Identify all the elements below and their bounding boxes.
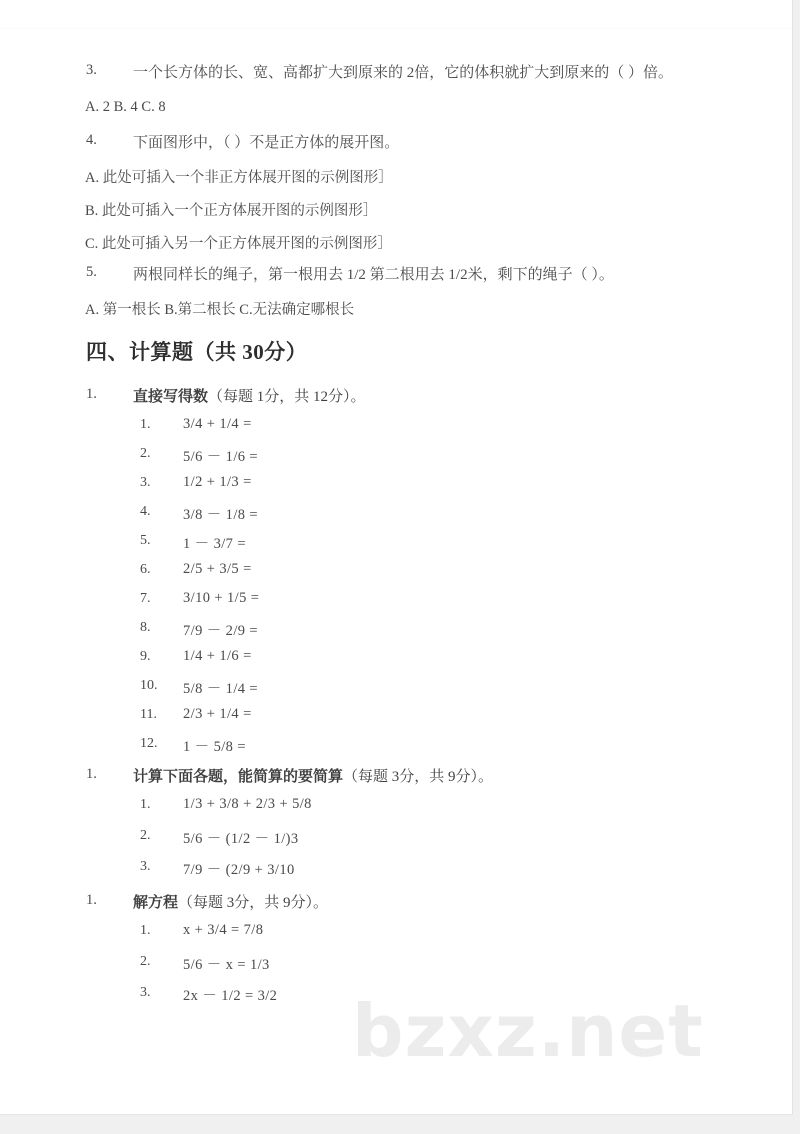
g1-item-expr: 5/6 － 1/6 = (183, 449, 259, 465)
g3-item-number: 3. (140, 985, 151, 1000)
g1-item-number: 11. (140, 707, 157, 722)
g3-item-expr: 2x － 1/2 = 3/2 (183, 988, 278, 1004)
question-3-options: A. 2 B. 4 C. 8 (85, 99, 166, 115)
group-3-prompt (133, 891, 328, 912)
g2-item-number: 1. (140, 797, 151, 812)
g1-item-expr: 7/9 － 2/9 = (183, 623, 259, 639)
g1-item-number: 10. (140, 678, 158, 693)
group-1-prompt-bold: 直接写得数 (133, 389, 209, 405)
g1-item-number: 7. (140, 591, 151, 606)
question-5-options: A. 第一根长 B.第二根长 C.无法确定哪根长 (85, 302, 355, 318)
g1-item-expr: 3/8 － 1/8 = (183, 507, 259, 523)
question-number-5: 5. (86, 264, 97, 280)
g1-item-expr: 1 － 3/7 = (183, 536, 246, 552)
question-text-4: 下面图形中，（ ）不是正方体的展开图。 (133, 135, 400, 151)
question-text-5: 两根同样长的绳子，第一根用去 1/2 第二根用去 1/2米，剩下的绳子（ ）。 (133, 267, 614, 283)
g3-item-number: 1. (140, 923, 151, 938)
page-top-hairline (0, 28, 793, 29)
g2-item-number: 2. (140, 828, 151, 843)
question-4-option-b: B. 此处可插入一个正方体展开图的示例图形］ (85, 203, 378, 219)
group-1-prompt-rest: （每题 1分，共 12分）。 (208, 389, 366, 405)
group-1-number: 1. (86, 386, 97, 402)
g1-item-expr: 2/3 + 1/4 = (183, 706, 252, 722)
g2-item-expr: 5/6 － (1/2 － 1/)3 (183, 831, 299, 847)
g1-item-expr: 3/4 + 1/4 = (183, 416, 252, 432)
group-1-prompt (133, 385, 366, 406)
question-text-3: 一个长方体的长、宽、高都扩大到原来的 2倍，它的体积就扩大到原来的（ ）倍。 (133, 65, 674, 81)
g1-item-expr: 2/5 + 3/5 = (183, 561, 252, 577)
g1-item-expr: 1/2 + 1/3 = (183, 474, 252, 490)
g3-item-expr: x + 3/4 = 7/8 (183, 922, 264, 938)
g1-item-number: 2. (140, 446, 151, 461)
g2-item-number: 3. (140, 859, 151, 874)
group-2-prompt-rest: （每题 3分，共 9分）。 (343, 769, 494, 785)
question-number-4: 4. (86, 132, 97, 148)
question-number-3: 3. (86, 62, 97, 78)
group-3-number: 1. (86, 892, 97, 908)
g3-item-number: 2. (140, 954, 151, 969)
g1-item-expr: 1/4 + 1/6 = (183, 648, 252, 664)
question-4-option-c: C. 此处可插入另一个正方体展开图的示例图形］ (85, 236, 392, 252)
watermark-bzxz: bzxz.net (352, 989, 704, 1073)
group-2-prompt (133, 765, 493, 786)
g1-item-expr: 1 － 5/8 = (183, 739, 246, 755)
g1-item-number: 4. (140, 504, 151, 519)
g2-item-expr: 1/3 + 3/8 + 2/3 + 5/8 (183, 796, 312, 812)
group-3-prompt-rest: （每题 3分，共 9分）。 (178, 895, 329, 911)
group-2-prompt-bold: 计算下面各题，能简算的要简算 (133, 769, 344, 785)
g3-item-expr: 5/6 － x = 1/3 (183, 957, 270, 973)
g1-item-expr: 3/10 + 1/5 = (183, 590, 260, 606)
g1-item-number: 3. (140, 475, 151, 490)
g1-item-number: 12. (140, 736, 158, 751)
group-3-prompt-bold: 解方程 (133, 895, 179, 911)
g1-item-number: 8. (140, 620, 151, 635)
section-heading: 四、计算题（共 30分） (86, 340, 308, 364)
question-4-option-a: A. 此处可插入一个非正方体展开图的示例图形］ (85, 170, 393, 186)
g1-item-number: 9. (140, 649, 151, 664)
g1-item-expr: 5/8 － 1/4 = (183, 681, 259, 697)
g1-item-number: 6. (140, 562, 151, 577)
g2-item-expr: 7/9 － (2/9 + 3/10 (183, 862, 295, 878)
group-2-number: 1. (86, 766, 97, 782)
g1-item-number: 5. (140, 533, 151, 548)
g1-item-number: 1. (140, 417, 151, 432)
